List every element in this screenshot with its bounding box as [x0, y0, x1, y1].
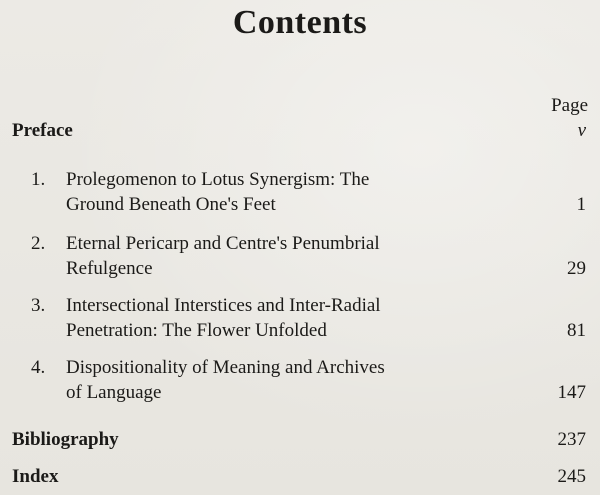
chapter-title [66, 355, 466, 405]
toc-entry-label: Preface [12, 120, 73, 141]
chapter-title-line: Refulgence [66, 258, 153, 279]
chapter-page: 147 [557, 382, 586, 403]
toc-entry-page: v [577, 120, 586, 141]
page-column-header: Page [551, 95, 588, 116]
chapter-page: 29 [567, 258, 586, 279]
toc-entry-label: Index [12, 466, 59, 487]
toc-entry-page: 237 [557, 429, 586, 450]
chapter-title-line: Ground Beneath One's Feet [66, 194, 276, 215]
chapter-page: 81 [567, 320, 586, 341]
toc-entry-label: Bibliography [12, 429, 119, 450]
chapter-title-line: Penetration: The Flower Unfolded [66, 320, 327, 341]
chapter-number: 4. [31, 357, 46, 378]
chapter-title-line: Intersectional Interstices and Inter-Radial [66, 295, 381, 316]
contents-heading: Contents [232, 4, 368, 41]
toc-entry-page: 245 [557, 466, 586, 487]
chapter-number: 2. [31, 233, 46, 254]
chapter-title [66, 231, 466, 281]
chapter-title-line: Prolegomenon to Lotus Synergism: The [66, 169, 370, 190]
chapter-page: 1 [576, 194, 586, 215]
chapter-number: 1. [31, 169, 46, 190]
chapter-number: 3. [31, 295, 46, 316]
chapter-title [66, 167, 466, 217]
chapter-title-line: Eternal Pericarp and Centre's Penumbrial [66, 233, 380, 254]
chapter-title [66, 293, 466, 343]
chapter-title-line: of Language [66, 382, 162, 403]
chapter-title-line: Dispositionality of Meaning and Archives [66, 357, 385, 378]
